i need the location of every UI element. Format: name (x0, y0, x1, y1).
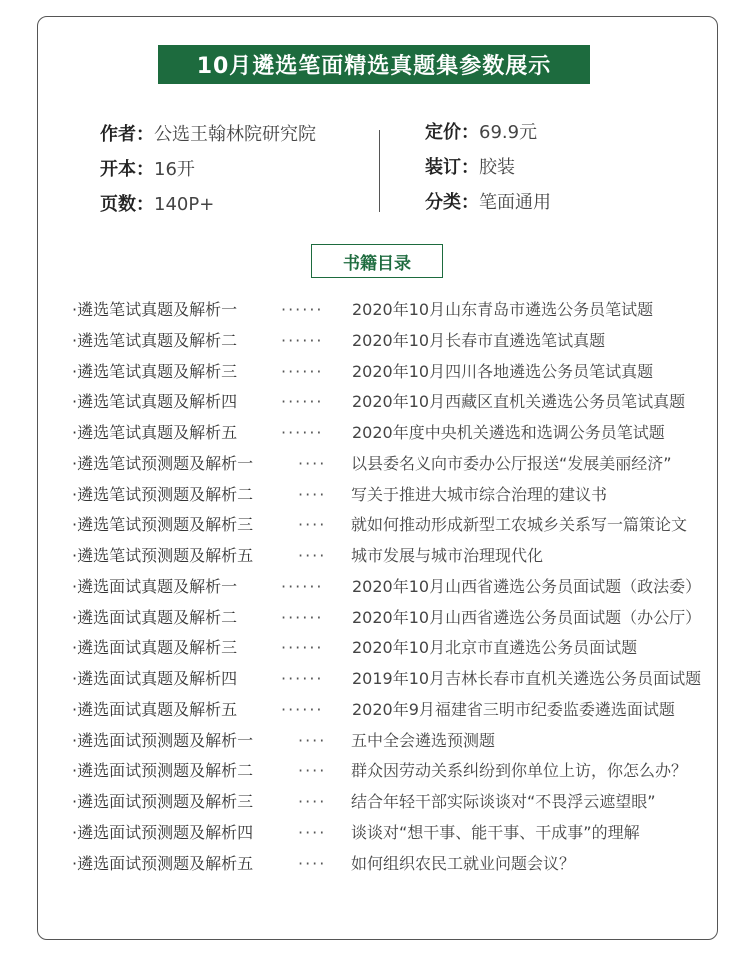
toc-row (0, 605, 750, 636)
title-banner: 10月遴选笔面精选真题集参数展示 (158, 45, 590, 84)
toc-row (0, 543, 750, 574)
table-of-contents (0, 297, 750, 881)
param-price (425, 121, 537, 145)
toc-chapter: ·遴选笔试真题及解析三 (72, 361, 238, 381)
toc-row (0, 359, 750, 390)
toc-row (0, 728, 750, 759)
toc-topic: 2020年10月长春市直遴选笔试真题 (352, 330, 606, 350)
toc-chapter: ·遴选面试预测题及解析二 (72, 761, 254, 781)
toc-topic: 2020年10月四川各地遴选公务员笔试真题 (352, 361, 654, 381)
toc-leader: ······ (281, 330, 324, 350)
toc-topic: 2020年10月北京市直遴选公务员面试题 (352, 638, 638, 658)
toc-topic: 2020年度中央机关遴选和选调公务员笔试题 (352, 423, 665, 442)
toc-row (0, 512, 750, 543)
toc-topic: 城市发展与城市治理现代化 (351, 546, 544, 565)
toc-row (0, 789, 750, 820)
toc-topic: 2020年9月福建省三明市纪委监委遴选面试题 (352, 699, 675, 719)
toc-chapter: ·遴选笔试预测题及解析三 (72, 515, 254, 535)
param-value: 16开 (154, 159, 195, 180)
toc-leader: ······ (281, 669, 324, 688)
toc-leader: ···· (298, 853, 327, 873)
toc-chapter: ·遴选面试预测题及解析一 (72, 730, 254, 750)
toc-topic: 2019年10月吉林长春市直机关遴选公务员面试题 (352, 669, 702, 688)
toc-topic: 就如何推动形成新型工农城乡关系写一篇策论文 (351, 515, 688, 535)
toc-leader: ···· (298, 453, 327, 473)
toc-chapter: ·遴选笔试预测题及解析五 (72, 546, 254, 565)
toc-topic: 2020年10月山西省遴选公务员面试题（办公厅） (352, 607, 702, 627)
toc-leader: ······ (281, 638, 324, 658)
params-divider (379, 130, 380, 212)
toc-leader: ···· (298, 792, 327, 811)
param-category (425, 191, 551, 215)
toc-row (0, 758, 750, 789)
toc-chapter: ·遴选面试真题及解析三 (72, 638, 238, 658)
param-value: 公选王翰林院研究院 (154, 124, 316, 145)
toc-topic: 2020年10月山西省遴选公务员面试题（政法委） (352, 576, 702, 596)
toc-chapter: ·遴选面试预测题及解析五 (72, 853, 254, 873)
param-label: 分类： (425, 192, 479, 213)
toc-chapter: ·遴选笔试真题及解析四 (72, 392, 238, 412)
toc-leader: ···· (298, 761, 327, 781)
toc-topic: 2020年10月西藏区直机关遴选公务员笔试真题 (352, 392, 686, 412)
toc-leader: ···· (298, 515, 327, 535)
toc-row (0, 635, 750, 666)
param-label: 作者： (100, 124, 154, 145)
toc-chapter: ·遴选笔试预测题及解析二 (72, 484, 254, 504)
toc-chapter: ·遴选面试预测题及解析四 (72, 822, 254, 842)
param-pages (100, 193, 214, 217)
toc-topic: 五中全会遴选预测题 (351, 730, 496, 750)
param-value: 笔面通用 (479, 192, 551, 213)
param-value: 胶装 (479, 157, 515, 178)
toc-row (0, 451, 750, 482)
toc-chapter: ·遴选笔试真题及解析五 (72, 423, 238, 442)
toc-title: 书籍目录 (311, 244, 443, 278)
toc-leader: ······ (281, 392, 324, 412)
toc-row (0, 851, 750, 882)
toc-topic: 以县委名义向市委办公厅报送“发展美丽经济” (351, 453, 672, 473)
toc-chapter: ·遴选笔试真题及解析一 (72, 300, 238, 319)
toc-topic: 2020年10月山东青岛市遴选公务员笔试题 (352, 300, 654, 319)
toc-leader: ···· (298, 730, 327, 750)
toc-topic: 结合年轻干部实际谈谈对“不畏浮云遮望眼” (351, 792, 656, 811)
toc-row (0, 666, 750, 697)
toc-leader: ······ (281, 576, 324, 596)
toc-topic: 谈谈对“想干事、能干事、干成事”的理解 (351, 822, 640, 842)
toc-row (0, 420, 750, 451)
toc-row (0, 697, 750, 728)
param-author (100, 123, 316, 147)
param-binding (425, 156, 515, 180)
param-format (100, 158, 195, 182)
param-label: 装订： (425, 157, 479, 178)
toc-chapter: ·遴选面试真题及解析一 (72, 576, 238, 596)
param-label: 页数： (100, 194, 154, 215)
toc-chapter: ·遴选面试预测题及解析三 (72, 792, 254, 811)
toc-row (0, 389, 750, 420)
toc-row (0, 328, 750, 359)
toc-leader: ······ (281, 607, 324, 627)
param-label: 定价： (425, 122, 479, 143)
toc-row (0, 820, 750, 851)
toc-topic: 写关于推进大城市综合治理的建议书 (351, 484, 608, 504)
toc-topic: 群众因劳动关系纠纷到你单位上访，你怎么办？ (351, 761, 688, 781)
toc-leader: ······ (281, 423, 324, 442)
param-value: 69.9元 (479, 122, 538, 143)
toc-chapter: ·遴选面试真题及解析二 (72, 607, 238, 627)
param-value: 140P+ (154, 194, 215, 215)
toc-chapter: ·遴选面试真题及解析五 (72, 699, 238, 719)
toc-leader: ······ (281, 300, 324, 319)
toc-leader: ···· (298, 546, 327, 565)
toc-chapter: ·遴选面试真题及解析四 (72, 669, 238, 688)
toc-row (0, 297, 750, 328)
toc-chapter: ·遴选笔试真题及解析二 (72, 330, 238, 350)
toc-chapter: ·遴选笔试预测题及解析一 (72, 453, 254, 473)
toc-leader: ······ (281, 699, 324, 719)
toc-leader: ···· (298, 822, 327, 842)
toc-topic: 如何组织农民工就业问题会议？ (351, 853, 576, 873)
toc-leader: ···· (298, 484, 327, 504)
param-label: 开本： (100, 159, 154, 180)
toc-row (0, 574, 750, 605)
toc-leader: ······ (281, 361, 324, 381)
toc-row (0, 482, 750, 513)
